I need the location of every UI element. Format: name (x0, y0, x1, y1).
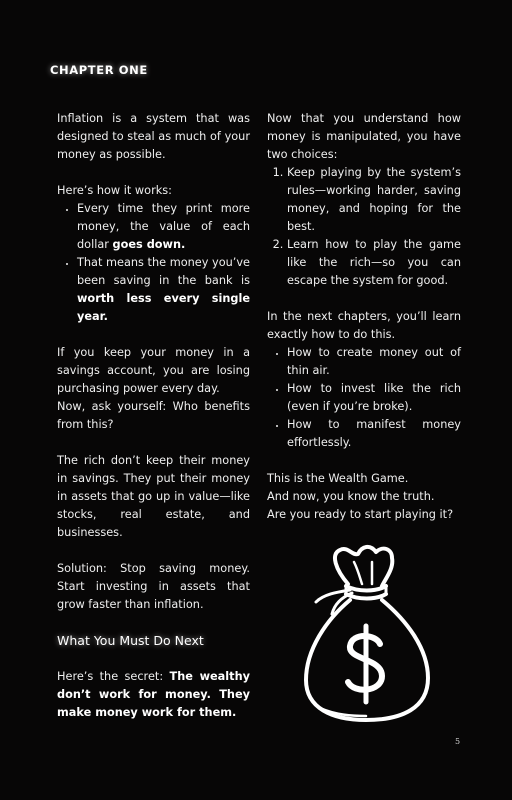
chapter-label: CHAPTER ONE (50, 63, 148, 77)
numbered-list (267, 164, 461, 290)
list-item: 1. Keep playing by the system’s rules—working harder, saving money, and hoping for the best. (287, 164, 461, 236)
list-item (77, 200, 250, 254)
bullet-list (267, 344, 461, 452)
money-bag-icon (296, 540, 436, 725)
paragraph: Now that you understand how money is manipulated, you have two choices: (267, 112, 461, 161)
page-number: 5 (455, 737, 461, 746)
paragraph: Are you ready to start playing it? (267, 508, 454, 521)
paragraph: And now, you know the truth. (267, 490, 435, 503)
list-item: 2. Learn how to play the game like the rich—so you can escape the system for good. (287, 236, 461, 290)
paragraph: If you keep your money in a savings account, you are losing purchasing power every day. (57, 346, 250, 395)
paragraph: Now, ask yourself: Who benefits from this? (57, 400, 250, 431)
list-item-text: That means the money you’ve been saving in the bank is (77, 256, 250, 287)
paragraph: Solution: Stop saving money. Start investing in assets that grow faster than inflation. (57, 562, 250, 611)
paragraph: Here’s how it works: (57, 184, 172, 197)
paragraph: This is the Wealth Game. (267, 472, 409, 485)
paragraph: Inflation is a system that was designed to steal as much of your money as possible. (57, 112, 250, 161)
list-item-emphasis: goes down. (112, 238, 186, 251)
left-column (57, 110, 250, 722)
paragraph: The rich don’t keep their money in savings. They put their money in assets that go up in value—like stocks, real estate, and businesses. (57, 454, 250, 539)
paragraph (57, 668, 250, 722)
list-item: • How to create money out of thin air. (287, 344, 461, 380)
bullet-list (57, 200, 250, 326)
list-item: • How to manifest money effortlessly. (287, 416, 461, 452)
list-item-text: Every time they print more money, the value of each dollar (77, 202, 250, 251)
list-item-emphasis: worth less every single year. (77, 292, 250, 323)
paragraph-emphasis: The wealthy don’t work for money. They make money work for them. (57, 670, 250, 719)
paragraph-text: Here’s the secret: (57, 670, 170, 683)
right-column (267, 110, 461, 524)
list-item (77, 254, 250, 326)
section-heading: What You Must Do Next (57, 633, 204, 648)
paragraph: In the next chapters, you’ll learn exactly how to do this. (267, 310, 461, 341)
list-item: • How to invest like the rich (even if you’re broke). (287, 380, 461, 416)
